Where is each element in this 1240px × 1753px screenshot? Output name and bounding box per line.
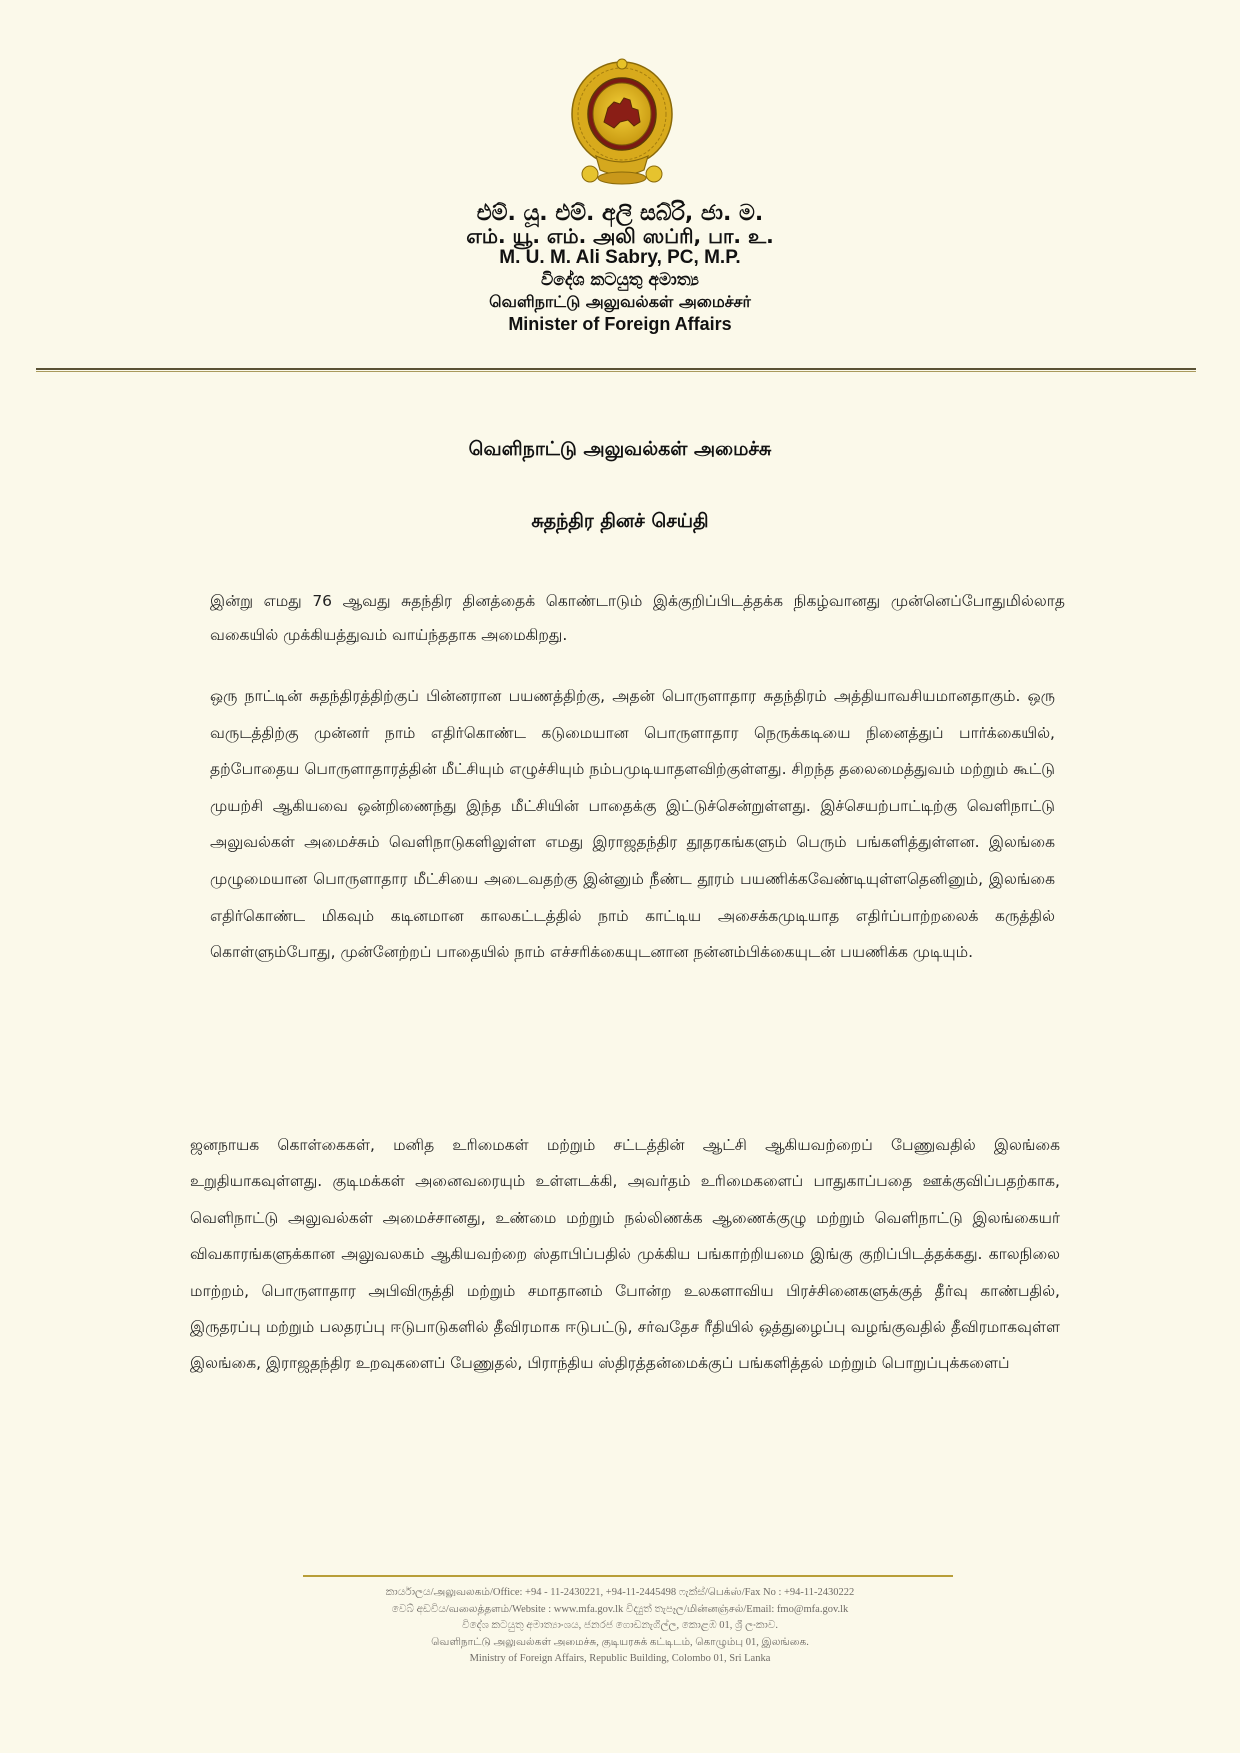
sri-lanka-emblem-icon bbox=[560, 56, 685, 188]
ministry-heading: வெளிநாட்டு அலுவல்கள் அமைச்சு bbox=[468, 438, 772, 460]
minister-title-english: Minister of Foreign Affairs bbox=[508, 314, 732, 334]
letterhead bbox=[300, 203, 940, 335]
letterhead-divider-shadow bbox=[36, 371, 1196, 372]
paragraph-1: இன்று எமது 76 ஆவது சுதந்திர தினத்தைக் கொண்டாடும் இக்குறிப்பிடத்தக்க நிகழ்வானது முன்னெப்போதுமில்லாத வகையில் முக்கியத்துவம் வாய்ந்ததாக அமைகிறது. bbox=[210, 592, 1065, 644]
paragraph-2: ஒரு நாட்டின் சுதந்திரத்திற்குப் பின்னரான பயணத்திற்கு, அதன் பொருளாதார சுதந்திரம் அத்தியாவசியமானதாகும். ஒரு வருடத்திற்கு முன்னர் நாம் எதிர்கொண்ட கடுமையான பொருளாதார நெருக்கடியை நினைத்துப் பார்க்கையில், தற்போதைய பொருளாதாரத்தின் மீட்சியும் எழுச்சியும் நம்பமுடியாதளவிற்குள்ளது. சிறந்த தலைமைத்துவம் மற்றும் கூட்டு முயற்சி ஆகியவை ஒன்றிணைந்து இந்த மீட்சியின் பாதைக்கு இட்டுச்சென்றுள்ளது. இச்செயற்பாட்டிற்கு வெளிநாட்டு அலுவல்கள் அமைச்சும் வெளிநாடுகளிலுள்ள எமது இராஜதந்திர தூதரகங்களும் பெரும் பங்களித்துள்ளன. இலங்கை முழுமையான பொருளாதார மீட்சியை அடைவதற்கு இன்னும் நீண்ட தூரம் பயணிக்கவேண்டியுள்ளதெனினும், இலங்கை எதிர்கொண்ட மிகவும் கடினமான காலகட்டத்தில் நாம் காட்டிய அசைக்கமுடியாத எதிர்ப்பாற்றலைக் கருத்தில் கொள்ளும்போது, முன்னேற்றப் பாதையில் நாம் எச்சரிக்கையுடனான நன்னம்பிக்கையுடன் பயணிக்க முடியும். bbox=[210, 687, 1055, 962]
minister-title-sinhala: විදේශ කටයුතු අමාත්‍ය bbox=[541, 270, 699, 290]
paragraph-3: ஜனநாயக கொள்கைகள், மனித உரிமைகள் மற்றும் சட்டத்தின் ஆட்சி ஆகியவற்றைப் பேணுவதில் இலங்கை உறுதியாகவுள்ளது. குடிமக்கள் அனைவரையும் உள்ளடக்கி, அவர்தம் உரிமைகளைப் பாதுகாப்பதை ஊக்குவிப்பதற்காக, வெளிநாட்டு அலுவல்கள் அமைச்சானது, உண்மை மற்றும் நல்லிணக்க ஆணைக்குழு மற்றும் வெளிநாட்டு இலங்கையர் விவகாரங்களுக்கான அலுவலகம் ஆகியவற்றை ஸ்தாபிப்பதில் முக்கிய பங்காற்றியமை இங்கு குறிப்பிடத்தக்கது. காலநிலை மாற்றம், பொருளாதார அபிவிருத்தி மற்றும் சமாதானம் போன்ற உலகளாவிய பிரச்சினைகளுக்குத் தீர்வு காண்பதில், இருதரப்பு மற்றும் பலதரப்பு ஈடுபாடுகளில் தீவிரமாக ஈடுபட்டு, சர்வதேச ரீதியில் ஒத்துழைப்பு வழங்குவதில் தீவிரமாகவுள்ள இலங்கை, இராஜதந்திர உறவுகளைப் பேணுதல், பிராந்திய ஸ்திரத்தன்மைக்குப் பங்களித்தல் மற்றும் பொறுப்புக்களைப் bbox=[190, 1136, 1060, 1373]
letterhead-divider bbox=[36, 368, 1196, 370]
document-title: சுதந்திர தினச் செய்தி bbox=[531, 510, 709, 532]
footer-address-english: Ministry of Foreign Affairs, Republic Building, Colombo 01, Sri Lanka bbox=[469, 1653, 771, 1664]
footer-phone-line: කාර්යාලය/அலுவலகம்/Office: +94 - 11-2430221, +94-11-2445498 ෆැක්ස්/பெக்ஸ்/Fax No : +94-11-2430222 bbox=[385, 1587, 855, 1598]
minister-name-tamil: எம். யூ. எம். அலி ஸப்ரி, பா. உ. bbox=[466, 224, 774, 248]
footer-divider bbox=[303, 1575, 953, 1577]
minister-name-sinhala: එම්. යූ. එම්. අලි සබ්රි, ජා. ම. bbox=[476, 201, 764, 226]
footer-web-email-line: වෙබ් අඩවිය/வலைத்தளம்/Website : www.mfa.gov.lk විද්‍යුත් තැපෑල/மின்னஞ்சல்/Email: fmo@mfa.gov.lk bbox=[391, 1603, 849, 1615]
footer-contact bbox=[250, 1585, 990, 1668]
minister-title-tamil: வெளிநாட்டு அலுவல்கள் அமைச்சர் bbox=[489, 292, 751, 311]
footer-address-sinhala: විදේශ කටයුතු අමාත්‍යාංශය, ජනරජ ගොඩනැගිල්ල, කොළඹ 01, ශ්‍රී ලංකාව. bbox=[461, 1620, 779, 1631]
minister-name-english: M. U. M. Ali Sabry, PC, M.P. bbox=[499, 247, 741, 268]
footer-address-tamil: வெளிநாட்டு அலுவல்கள் அமைச்சு, குடியரசுக் கட்டிடம், கொழும்பு 01, இலங்கை. bbox=[431, 1636, 809, 1648]
